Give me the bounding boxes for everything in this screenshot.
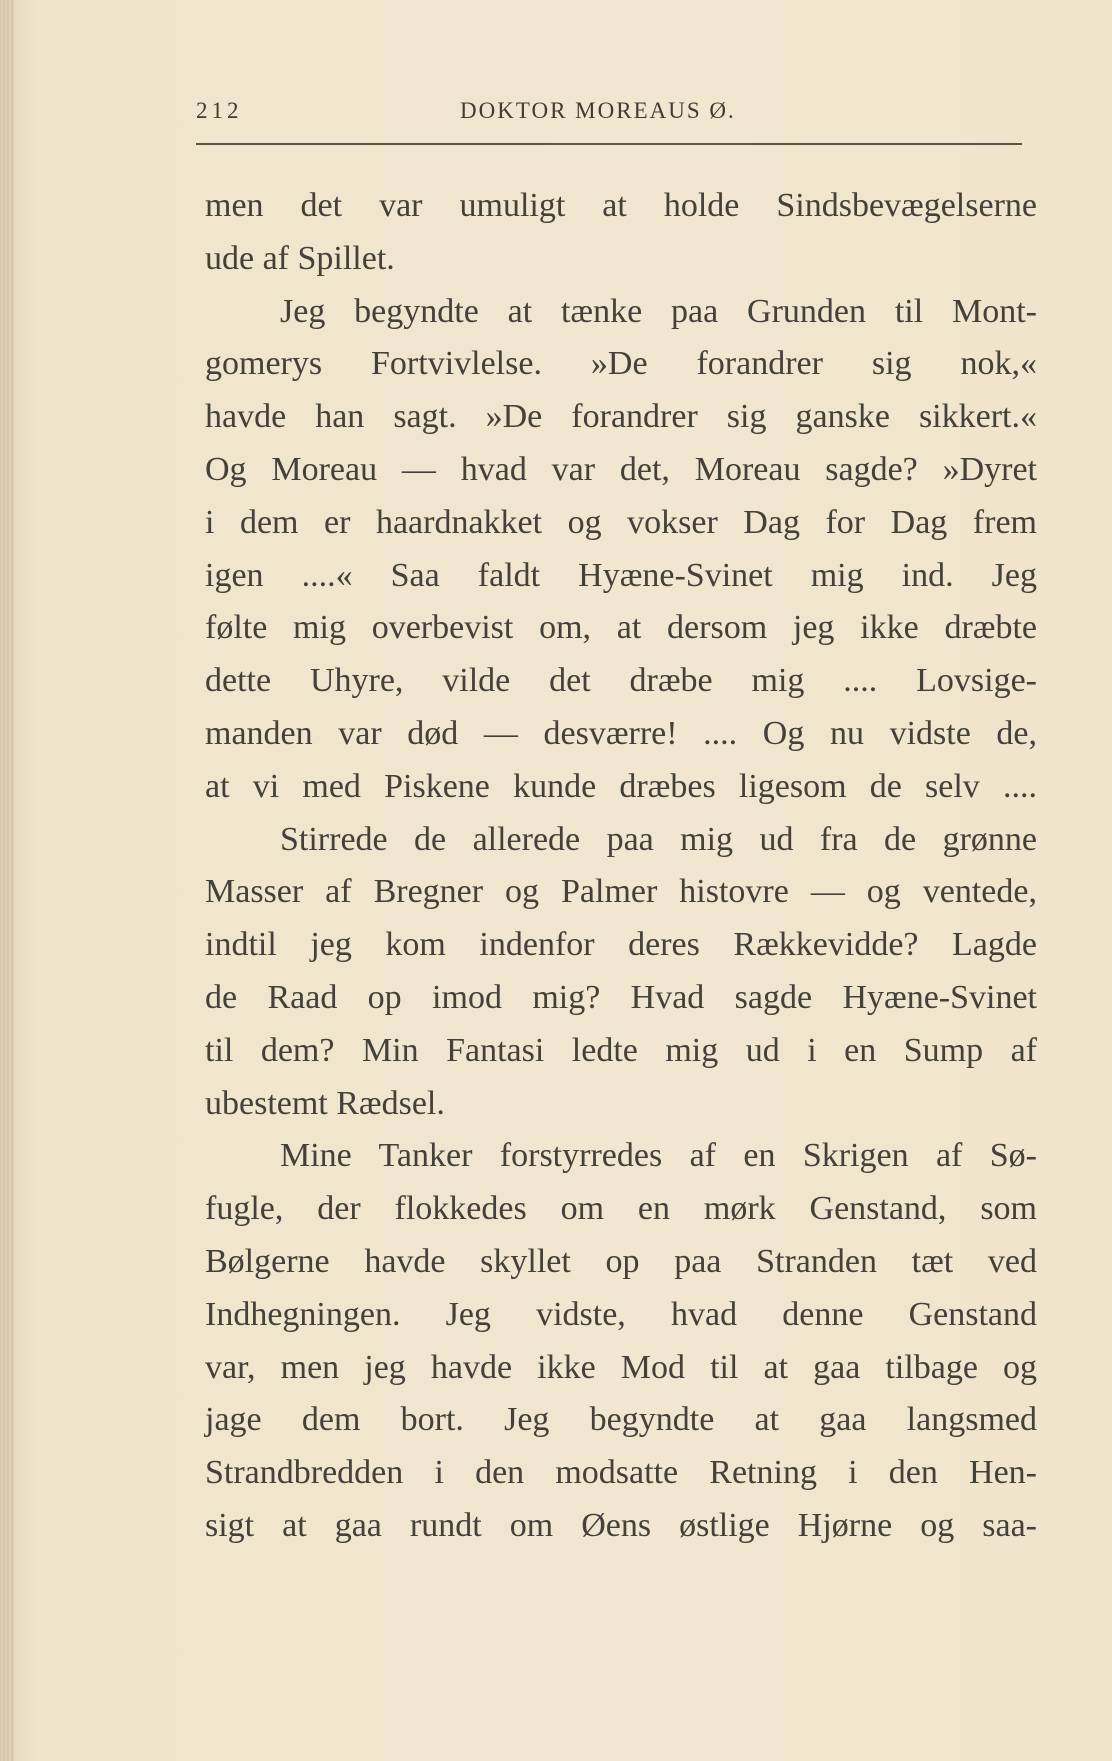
text-line: havde han sagt. »De forandrer sig ganske sikkert.« [205,398,1037,436]
running-title: DOKTOR MOREAUS Ø. [460,98,736,123]
text-line: Bølgerne havde skyllet op paa Stranden tæt ved [205,1242,1037,1280]
text-line: jage dem bort. Jeg begyndte at gaa langsmed [205,1401,1037,1439]
text-line: fugle, der flokkedes om en mørk Genstand, som [205,1190,1037,1228]
text-line: igen ....« Saa faldt Hyæne-Svinet mig ind. Jeg [205,556,1037,594]
text-line: Mine Tanker forstyrredes af en Skrigen af Sø- [280,1137,1037,1175]
body-text [205,180,1037,1553]
text-line: sigt at gaa rundt om Øens østlige Hjørne og saa- [205,1506,1037,1544]
text-line: at vi med Piskene kunde dræbes ligesom de selv .... [205,767,1037,805]
text-line: Strandbredden i den modsatte Retning i den Hen- [205,1454,1037,1492]
text-line: gomerys Fortvivlelse. »De forandrer sig nok,« [205,345,1037,383]
text-line: Stirrede de allerede paa mig ud fra de grønne [280,820,1037,858]
text-line: Indhegningen. Jeg vidste, hvad denne Genstand [205,1295,1037,1333]
text-line: Jeg begyndte at tænke paa Grunden til Mont- [280,292,1037,330]
header-rule [196,143,1022,145]
text-line: Masser af Bregner og Palmer histovre — og ventede, [205,873,1037,911]
text-line: var, men jeg havde ikke Mod til at gaa tilbage og [205,1348,1037,1386]
page-header [196,98,1022,128]
text-line: indtil jeg kom indenfor deres Rækkevidde? Lagde [205,926,1037,964]
text-line: Og Moreau — hvad var det, Moreau sagde? »Dyret [205,450,1037,488]
binding-gutter [0,0,14,1761]
text-line: de Raad op imod mig? Hvad sagde Hyæne-Svinet [205,978,1037,1016]
text-line: ubestemt Rædsel. [205,1084,445,1122]
text-line: manden var død — desværre! .... Og nu vidste de, [205,714,1037,752]
text-line: men det var umuligt at holde Sindsbevægelserne [205,187,1037,224]
text-line: følte mig overbevist om, at dersom jeg ikke dræbte [205,609,1037,647]
text-line: i dem er haardnakket og vokser Dag for Dag frem [205,503,1037,541]
page-number: 212 [196,98,243,123]
text-line: til dem? Min Fantasi ledte mig ud i en Sump af [205,1031,1037,1069]
text-line: ude af Spillet. [205,239,395,277]
text-line: dette Uhyre, vilde det dræbe mig .... Lovsige- [205,662,1037,700]
